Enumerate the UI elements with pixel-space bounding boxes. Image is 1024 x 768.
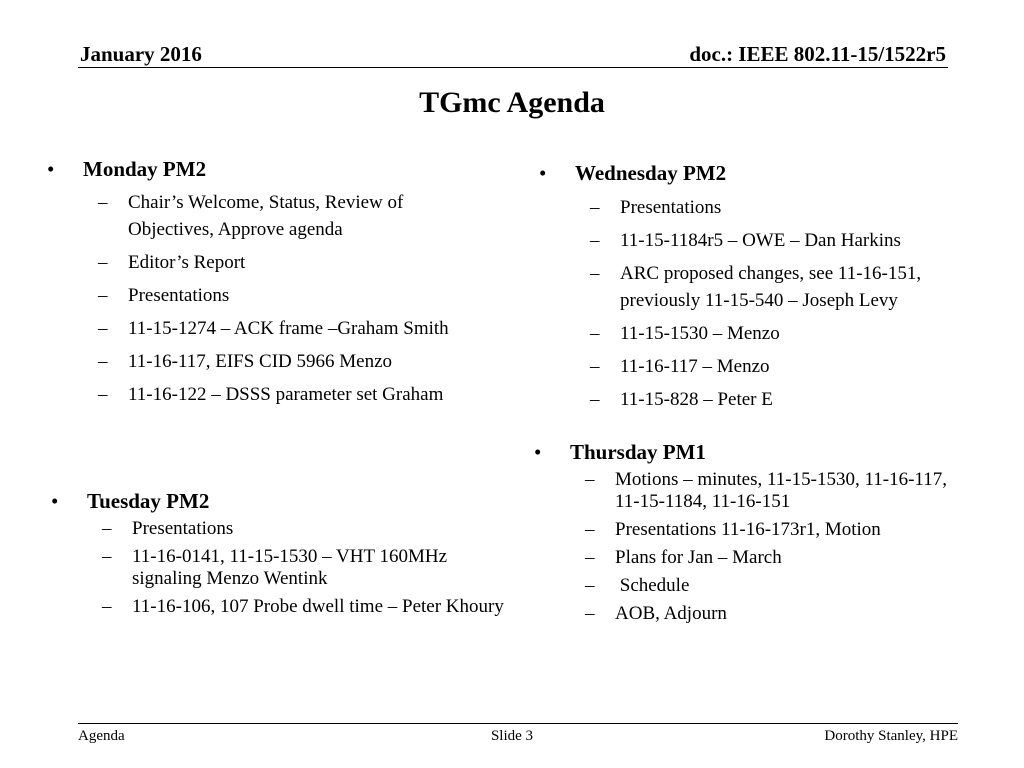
footer-section-label: Agenda — [78, 728, 125, 744]
list-item-text: ARC proposed changes, see 11-16-151, previously 11-15-540 – Joseph Levy — [620, 263, 922, 311]
list-item — [590, 320, 995, 347]
list-item-text: Presentations 11-16-173r1, Motion — [615, 519, 881, 540]
list-item-text: 11-16-0141, 11-15-1530 – VHT 160MHz signaling Menzo Wentink — [132, 546, 448, 589]
list-item-text: Schedule — [615, 575, 690, 596]
footer-divider — [78, 723, 958, 724]
list-item-text: Presentations — [128, 285, 230, 306]
thursday-item-list — [585, 469, 970, 625]
list-item — [98, 249, 483, 276]
list-item — [590, 227, 995, 254]
header-doc-id: doc.: IEEE 802.11-15/1522r5 — [689, 42, 946, 66]
list-item — [98, 315, 483, 342]
list-item-text: 11-15-1274 – ACK frame –Graham Smith — [128, 318, 449, 339]
header-date: January 2016 — [80, 42, 202, 66]
list-item — [585, 603, 970, 625]
list-item-text: 11-16-117, EIFS CID 5966 Menzo — [128, 351, 393, 372]
list-item — [585, 519, 970, 541]
thursday-heading: Thursday PM1 — [570, 440, 706, 464]
tuesday-heading: Tuesday PM2 — [87, 489, 210, 513]
list-item — [102, 518, 517, 540]
dash-icon: – — [585, 603, 595, 624]
list-item-text: 11-16-117 – Menzo — [620, 356, 770, 377]
list-item-text: Editor’s Report — [128, 252, 246, 273]
dash-icon: – — [102, 596, 112, 617]
dash-icon: – — [98, 384, 108, 405]
section-heading — [534, 439, 970, 465]
wednesday-item-list — [590, 194, 995, 413]
list-item — [590, 353, 995, 380]
dash-icon: – — [98, 318, 108, 339]
dash-icon: – — [590, 263, 600, 284]
tuesday-item-list — [102, 518, 517, 618]
bullet-icon: • — [51, 489, 59, 513]
list-item — [590, 386, 995, 413]
monday-heading: Monday PM2 — [83, 157, 207, 181]
list-item — [585, 575, 970, 597]
list-item-text: Motions – minutes, 11-15-1530, 11-16-117, 11-15-1184, 11-16-151 — [615, 469, 947, 512]
dash-icon: – — [590, 230, 600, 251]
header-divider — [78, 67, 948, 68]
list-item-text: 11-15-1184r5 – OWE – Dan Harkins — [620, 230, 901, 251]
list-item — [98, 348, 483, 375]
list-item — [102, 596, 517, 618]
list-item-text: Presentations — [620, 197, 722, 218]
section-thursday — [534, 439, 970, 631]
dash-icon: – — [98, 192, 108, 213]
list-item-text: 11-15-828 – Peter E — [620, 389, 773, 410]
dash-icon: – — [590, 356, 600, 377]
slide-title: TGmc Agenda — [419, 86, 605, 119]
list-item-text: Plans for Jan – March — [615, 547, 782, 568]
list-item — [98, 282, 483, 309]
monday-item-list — [98, 189, 483, 408]
list-item — [590, 260, 995, 314]
dash-icon: – — [98, 252, 108, 273]
wednesday-heading: Wednesday PM2 — [575, 161, 727, 185]
list-item-text: Chair’s Welcome, Status, Review of Objectives, Approve agenda — [128, 192, 404, 240]
list-item — [585, 547, 970, 569]
list-item — [102, 546, 517, 590]
section-heading — [51, 488, 517, 514]
footer-slide-number: Slide 3 — [490, 728, 534, 744]
list-item — [98, 381, 483, 408]
list-item — [590, 194, 995, 221]
list-item-text: Presentations — [132, 518, 234, 539]
bullet-icon: • — [47, 157, 55, 181]
list-item-text: AOB, Adjourn — [615, 603, 727, 624]
bullet-icon: • — [539, 161, 547, 185]
section-monday — [47, 156, 483, 414]
dash-icon: – — [102, 518, 112, 539]
list-item — [585, 469, 970, 513]
list-item-text: 11-16-122 – DSSS parameter set Graham — [128, 384, 444, 405]
list-item — [98, 189, 483, 243]
dash-icon: – — [590, 389, 600, 410]
bullet-icon: • — [534, 440, 542, 464]
dash-icon: – — [590, 323, 600, 344]
dash-icon: – — [98, 285, 108, 306]
list-item-text: 11-16-106, 107 Probe dwell time – Peter Khoury — [132, 596, 504, 617]
dash-icon: – — [590, 197, 600, 218]
dash-icon: – — [585, 575, 595, 596]
dash-icon: – — [98, 351, 108, 372]
section-heading — [539, 160, 995, 186]
list-item-text: 11-15-1530 – Menzo — [620, 323, 780, 344]
footer-author: Dorothy Stanley, HPE — [824, 728, 958, 744]
section-heading — [47, 156, 483, 182]
dash-icon: – — [102, 546, 112, 567]
dash-icon: – — [585, 547, 595, 568]
section-wednesday — [539, 160, 995, 419]
section-tuesday — [51, 488, 517, 624]
dash-icon: – — [585, 469, 595, 490]
dash-icon: – — [585, 519, 595, 540]
